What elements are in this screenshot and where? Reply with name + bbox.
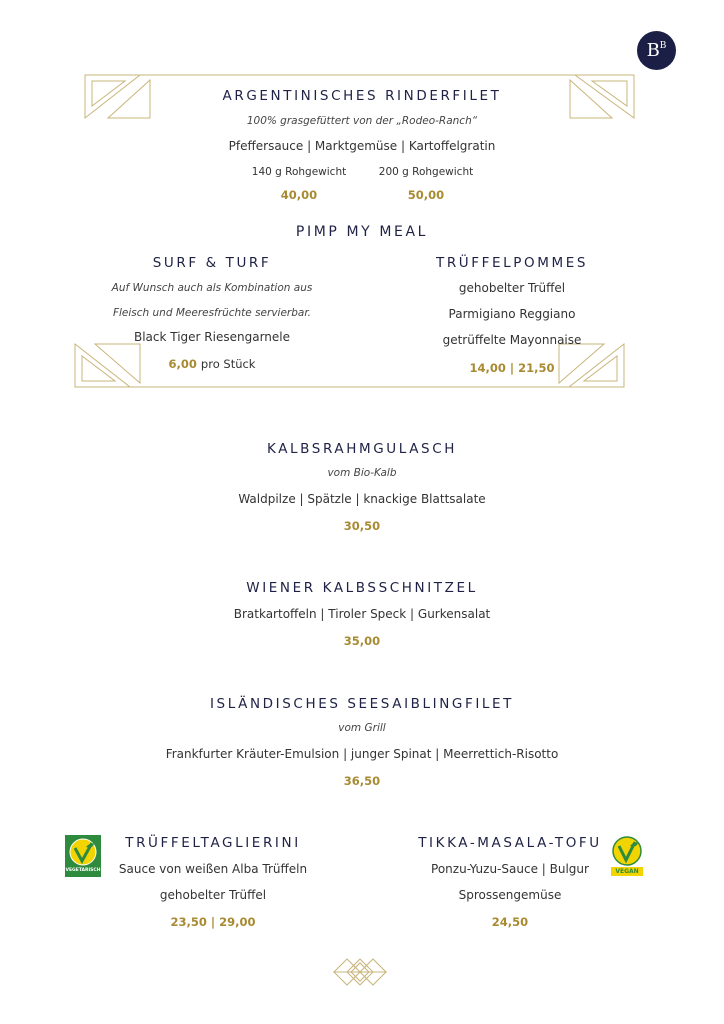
trueffelpommes-title: TRÜFFELPOMMES — [435, 255, 589, 271]
taglierini-line-2: gehobelter Trüffel — [159, 888, 267, 902]
argentinisch-subtitle: 100% grasgefüttert von der „Rodeo-Ranch“ — [246, 115, 478, 127]
saibling-price: 36,50 — [343, 774, 381, 788]
tofu-price: 24,50 — [491, 915, 529, 929]
tofu-line-2: Sprossengemüse — [458, 888, 562, 902]
taglierini-line-1: Sauce von weißen Alba Trüffeln — [118, 862, 308, 876]
pimp-heading: PIMP MY MEAL — [295, 224, 429, 240]
bottom-ornament — [333, 959, 387, 985]
saibling-subtitle: vom Grill — [338, 722, 386, 734]
argentinisch-title: ARGENTINISCHES RINDERFILET — [222, 88, 502, 104]
tofu-line-1: Ponzu-Yuzu-Sauce | Bulgur — [431, 862, 589, 876]
gulasch-price: 30,50 — [343, 519, 381, 533]
saibling-sides: Frankfurter Kräuter-Emulsion | junger Spinat | Meerrettich-Risotto — [165, 747, 559, 761]
vegan-badge — [610, 835, 644, 877]
surf-title: SURF & TURF — [152, 255, 272, 271]
schnitzel-sides: Bratkartoffeln | Tiroler Speck | Gurkensalat — [233, 607, 491, 621]
trueffelpommes-line-1: gehobelter Trüffel — [458, 281, 566, 295]
vegetarian-badge-text: VEGETARISCH — [65, 868, 101, 873]
surf-price-suffix: pro Stück — [200, 357, 256, 371]
taglierini-title: TRÜFFELTAGLIERINI — [125, 835, 301, 851]
taglierini-price: 23,50 | 29,00 — [170, 915, 256, 929]
surf-note-1: Auf Wunsch auch als Kombination aus — [111, 282, 313, 294]
argentinisch-option1-price: 40,00 — [280, 188, 318, 202]
surf-price — [90, 357, 334, 371]
gulasch-title: KALBSRAHMGULASCH — [267, 441, 457, 457]
trueffelpommes-line-2: Parmigiano Reggiano — [448, 307, 576, 321]
gulasch-sides: Waldpilze | Spätzle | knackige Blattsalate — [238, 492, 486, 506]
argentinisch-sides: Pfeffersauce | Marktgemüse | Kartoffelgratin — [228, 139, 496, 153]
saibling-title: ISLÄNDISCHES SEESAIBLINGFILET — [209, 696, 515, 712]
tofu-title: TIKKA-MASALA-TOFU — [418, 835, 602, 851]
gulasch-subtitle: vom Bio-Kalb — [327, 467, 397, 479]
logo-letter: B — [646, 40, 660, 61]
surf-item: Black Tiger Riesengarnele — [133, 330, 291, 344]
argentinisch-option1-label: 140 g Rohgewicht — [251, 166, 347, 178]
trueffelpommes-line-3: getrüffelte Mayonnaise — [442, 333, 582, 347]
schnitzel-title: WIENER KALBSSCHNITZEL — [246, 580, 478, 596]
argentinisch-option2-price: 50,00 — [407, 188, 445, 202]
schnitzel-price: 35,00 — [343, 634, 381, 648]
vegan-badge-text: VEGAN — [615, 868, 639, 875]
surf-price-value: 6,00 — [168, 357, 197, 371]
surf-note-2: Fleisch und Meeresfrüchte servierbar. — [112, 307, 312, 319]
argentinisch-option2-label: 200 g Rohgewicht — [378, 166, 474, 178]
logo-superscript: B — [659, 41, 667, 51]
trueffelpommes-price: 14,00 | 21,50 — [469, 361, 555, 375]
